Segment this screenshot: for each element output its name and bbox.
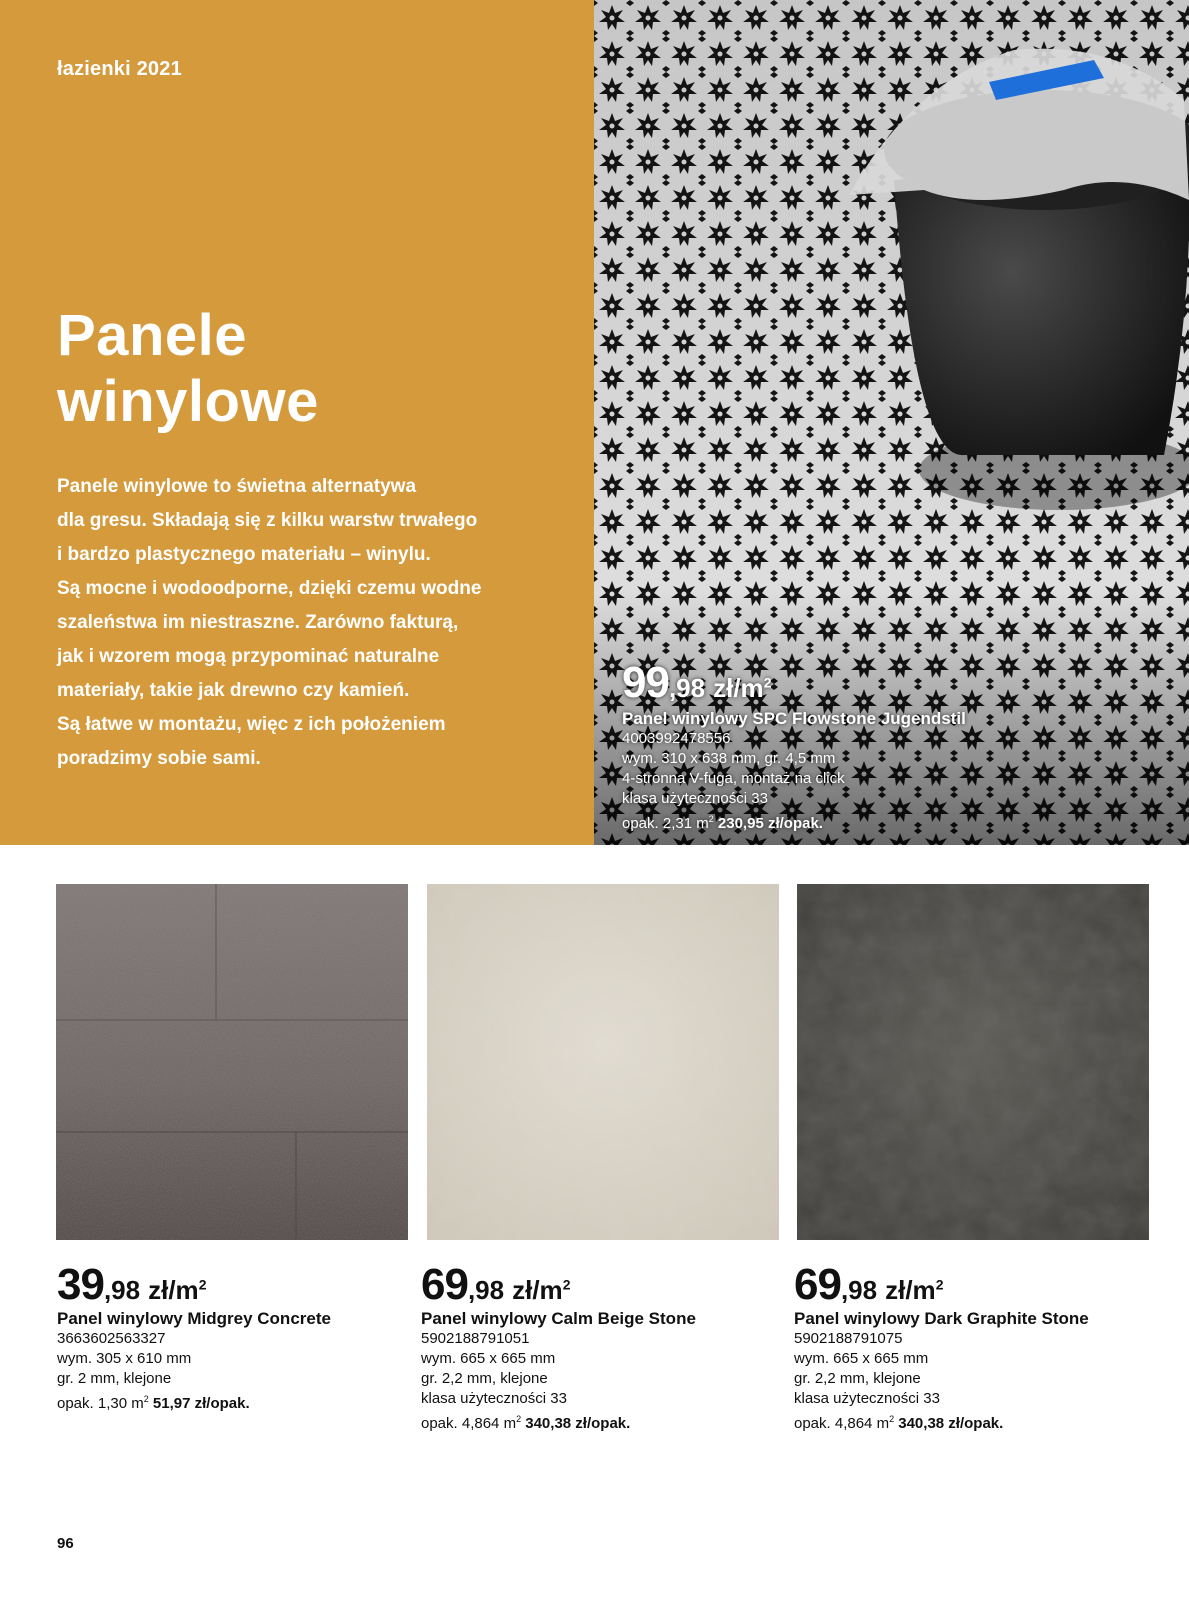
pack-price: 230,95 zł/opak. bbox=[717, 815, 823, 832]
price-unit-text: zł/m bbox=[885, 1275, 936, 1305]
product-thickness: gr. 2,2 mm, klejone bbox=[421, 1370, 548, 1387]
featured-product-ean: 4003992478556 bbox=[622, 730, 731, 747]
intro-line: i bardzo plastycznego materiału – winylu. bbox=[57, 544, 431, 565]
product-price bbox=[421, 1260, 791, 1310]
price-unit bbox=[713, 673, 771, 704]
price-integer: 69 bbox=[421, 1260, 468, 1309]
product-name: Panel winylowy Dark Graphite Stone bbox=[794, 1309, 1089, 1328]
pack-prefix: opak. 4,864 m bbox=[794, 1415, 890, 1432]
product-thickness: gr. 2,2 mm, klejone bbox=[794, 1370, 921, 1387]
featured-product-mounting: 4-stronna V-fuga, montaż na click bbox=[622, 770, 845, 787]
price-unit-exponent: 2 bbox=[198, 1276, 207, 1293]
product-swatch-midgrey-concrete bbox=[56, 884, 408, 1240]
intro-line: dla gresu. Składają się z kilku warstw trwałego bbox=[57, 510, 478, 531]
product-dimensions: wym. 305 x 610 mm bbox=[57, 1350, 192, 1367]
featured-product-name: Panel winylowy SPC Flowstone Jugendstil bbox=[622, 709, 966, 728]
price-integer: 69 bbox=[794, 1260, 841, 1309]
pack-prefix: opak. 1,30 m bbox=[57, 1395, 144, 1412]
featured-product-pack bbox=[622, 809, 966, 834]
intro-panel bbox=[0, 0, 594, 845]
price-unit bbox=[148, 1275, 206, 1306]
featured-product-info bbox=[622, 658, 966, 834]
product-pack bbox=[794, 1409, 1164, 1434]
price-integer: 39 bbox=[57, 1260, 104, 1309]
price-unit-exponent: 2 bbox=[763, 674, 772, 691]
product-info-calm-beige-stone bbox=[421, 1260, 791, 1434]
intro-line: szaleństwa im niestraszne. Zarówno fakturą, bbox=[57, 612, 459, 633]
price-unit-text: zł/m bbox=[512, 1275, 563, 1305]
price-decimal: ,98 bbox=[103, 1275, 141, 1305]
price-unit bbox=[512, 1275, 570, 1306]
product-pack bbox=[421, 1409, 791, 1434]
featured-product-class: klasa użyteczności 33 bbox=[622, 790, 768, 807]
price-unit bbox=[885, 1275, 943, 1306]
product-swatch-dark-graphite-stone bbox=[797, 884, 1149, 1240]
intro-line: Są mocne i wodoodporne, dzięki czemu wodne bbox=[57, 578, 482, 599]
price-unit-exponent: 2 bbox=[562, 1276, 571, 1293]
featured-price bbox=[622, 658, 966, 708]
product-price bbox=[57, 1260, 427, 1310]
product-info-midgrey-concrete bbox=[57, 1260, 427, 1414]
featured-product-photo bbox=[594, 0, 1189, 845]
product-price bbox=[794, 1260, 1164, 1310]
pack-exponent: 2 bbox=[708, 814, 714, 824]
page-title-line-2: winylowe bbox=[57, 369, 319, 434]
product-dimensions: wym. 665 x 665 mm bbox=[794, 1350, 929, 1367]
price-unit-text: zł/m bbox=[148, 1275, 199, 1305]
intro-line: materiały, takie jak drewno czy kamień. bbox=[57, 680, 410, 701]
intro-line: Panele winylowe to świetna alternatywa bbox=[57, 476, 417, 497]
price-unit-text: zł/m bbox=[713, 673, 764, 703]
intro-line: jak i wzorem mogą przypominać naturalne bbox=[57, 646, 440, 667]
product-ean: 3663602563327 bbox=[57, 1330, 166, 1347]
price-unit-exponent: 2 bbox=[935, 1276, 944, 1293]
page-title-line-1: Panele bbox=[57, 303, 247, 368]
pack-exponent: 2 bbox=[516, 1414, 522, 1424]
product-info-dark-graphite-stone bbox=[794, 1260, 1164, 1434]
pack-price: 340,38 zł/opak. bbox=[898, 1415, 1004, 1432]
product-swatch-calm-beige-stone bbox=[427, 884, 779, 1240]
price-decimal: ,98 bbox=[840, 1275, 878, 1305]
featured-product-dimensions: wym. 310 x 638 mm, gr. 4,5 mm bbox=[622, 750, 836, 767]
intro-line: Są łatwe w montażu, więc z ich położeniem bbox=[57, 714, 446, 735]
pack-exponent: 2 bbox=[143, 1394, 149, 1404]
pack-prefix: opak. 4,864 m bbox=[421, 1415, 517, 1432]
price-decimal: ,98 bbox=[668, 673, 706, 703]
product-ean: 5902188791075 bbox=[794, 1330, 903, 1347]
pack-price: 340,38 zł/opak. bbox=[525, 1415, 631, 1432]
product-name: Panel winylowy Midgrey Concrete bbox=[57, 1309, 331, 1328]
pack-exponent: 2 bbox=[889, 1414, 895, 1424]
page-number: 96 bbox=[57, 1535, 74, 1552]
product-ean: 5902188791051 bbox=[421, 1330, 530, 1347]
product-thickness: gr. 2 mm, klejone bbox=[57, 1370, 172, 1387]
price-integer: 99 bbox=[622, 658, 669, 707]
product-dimensions: wym. 665 x 665 mm bbox=[421, 1350, 556, 1367]
section-tag: łazienki 2021 bbox=[57, 58, 182, 80]
pack-price: 51,97 zł/opak. bbox=[152, 1395, 250, 1412]
pack-prefix: opak. 2,31 m bbox=[622, 815, 709, 832]
product-class: klasa użyteczności 33 bbox=[794, 1390, 940, 1407]
product-pack bbox=[57, 1389, 427, 1414]
page-title bbox=[57, 303, 319, 435]
price-decimal: ,98 bbox=[467, 1275, 505, 1305]
intro-line: poradzimy sobie sami. bbox=[57, 748, 261, 769]
intro-text bbox=[57, 470, 557, 776]
product-name: Panel winylowy Calm Beige Stone bbox=[421, 1309, 696, 1328]
product-class: klasa użyteczności 33 bbox=[421, 1390, 567, 1407]
